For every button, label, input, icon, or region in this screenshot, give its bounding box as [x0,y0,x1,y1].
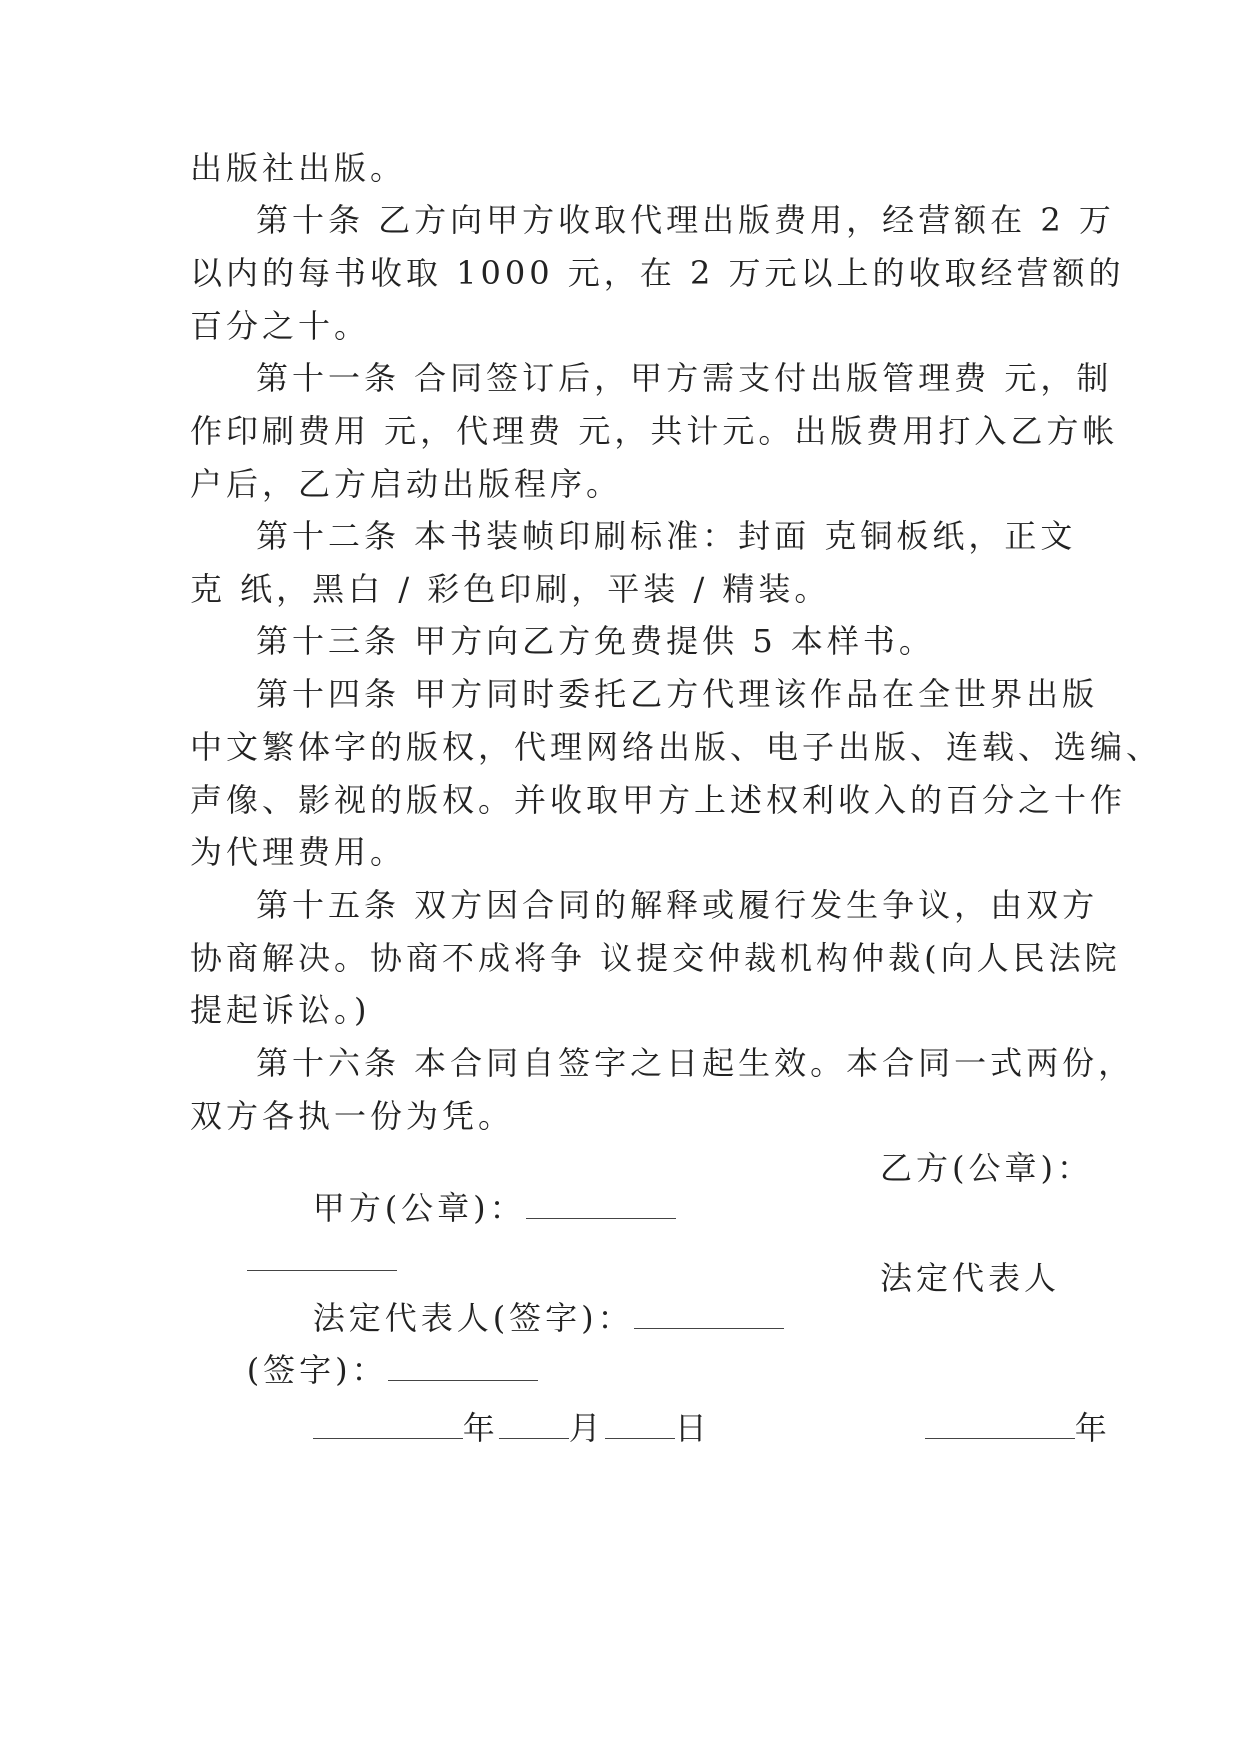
text-line: 协商解决。协商不成将争 议提交仲裁机构仲裁(向人民法院 [190,939,1121,977]
clause-14-line: 第十四条 甲方同时委托乙方代理该作品在全世界出版 [256,675,1099,713]
day-a-label: 日 [674,1409,711,1447]
text-line: 中文繁体字的版权，代理网络出版、电子出版、连载、选编、 [190,728,1163,766]
party-b-seal-label: 乙方(公章)： [880,1149,1093,1187]
text-line: 户后，乙方启动出版程序。 [190,465,623,503]
rep-b-label-cont: (签字)： [246,1351,388,1389]
month-a-label: 月 [568,1409,605,1447]
year-a-blank [313,1410,463,1439]
clause-11-line: 第十一条 合同签订后，甲方需支付出版管理费 元，制 [256,359,1113,397]
text-line: 出版社出版。 [190,149,407,187]
date-a-row [256,1368,711,1488]
clause-16-line: 第十六条 本合同自签字之日起生效。本合同一式两份， [256,1044,1135,1082]
date-b-row [868,1368,1111,1488]
text-line: 提起诉讼。) [190,991,371,1029]
text-line: 以内的每书收取 1000 元，在 2 万元以上的收取经营额的 [190,254,1125,292]
clause-13-line: 第十三条 甲方向乙方免费提供 5 本样书。 [256,622,935,660]
rep-b-label: 法定代表人 [880,1259,1061,1297]
party-a-seal-label: 甲方(公章)： [312,1189,526,1227]
text-line: 双方各执一份为凭。 [190,1097,515,1135]
year-b-label: 年 [1074,1409,1111,1447]
clause-12-line: 第十二条 本书装帧印刷标准：封面 克铜板纸，正文 [256,517,1077,555]
party-a-seal-blank [526,1190,676,1219]
text-line: 为代理费用。 [190,833,407,871]
year-a-label: 年 [462,1409,499,1447]
text-line: 克 纸，黑白 / 彩色印刷，平装 / 精装。 [190,570,831,608]
text-line: 声像、影视的版权。并收取甲方上述权利收入的百分之十作 [190,781,1127,819]
clause-10-line: 第十条 乙方向甲方收取代理出版费用，经营额在 2 万 [256,201,1115,239]
text-line: 百分之十。 [190,307,371,345]
year-b-blank [925,1410,1075,1439]
text-line: 作印刷费用 元，代理费 元，共计元。出版费用打入乙方帐 [190,412,1119,450]
rep-a-label: 法定代表人(签字)： [312,1299,634,1337]
day-a-blank [605,1410,675,1439]
month-a-blank [499,1410,569,1439]
rep-a-blank [634,1300,784,1329]
clause-15-line: 第十五条 双方因合同的解释或履行发生争议，由双方 [256,886,1099,924]
